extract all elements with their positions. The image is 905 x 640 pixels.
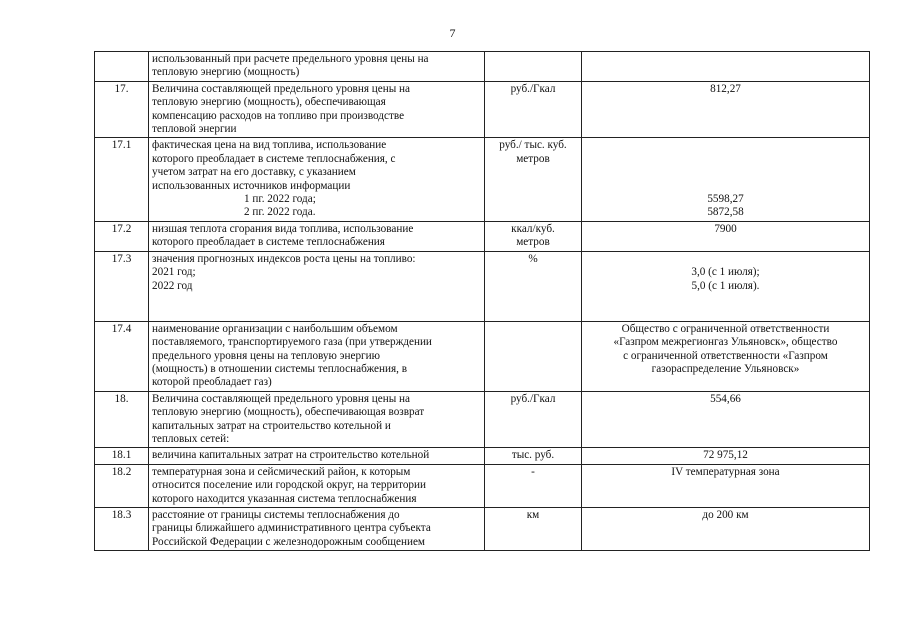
description-line: границы ближайшего административного центра субъекта — [152, 522, 431, 535]
value-line: с ограниченной ответственности «Газпром — [623, 349, 828, 362]
row-value — [582, 464, 870, 507]
table-row — [95, 81, 870, 138]
value-line: IV температурная зона — [671, 465, 780, 478]
description-line: использованных источников информации — [152, 179, 351, 192]
row-description — [149, 221, 485, 251]
unit-line: - — [531, 465, 535, 478]
table-row — [95, 52, 870, 82]
description-line: низшая теплота сгорания вида топлива, использование — [152, 222, 414, 235]
row-description — [149, 448, 485, 464]
row-unit — [485, 81, 582, 138]
row-number — [95, 52, 149, 82]
unit-line: тыс. руб. — [511, 449, 555, 462]
value-line: 7900 — [714, 222, 737, 235]
row-unit — [485, 391, 582, 448]
row-number: 17.1 — [95, 138, 149, 221]
value-line: 5872,58 — [707, 206, 744, 219]
description-line: значения прогнозных индексов роста цены на топливо: — [152, 252, 416, 265]
value-line — [585, 139, 866, 152]
value-line: Общество с ограниченной ответственности — [621, 322, 830, 335]
row-description — [149, 464, 485, 507]
row-value — [582, 391, 870, 448]
table-row — [95, 138, 870, 221]
page-number: 7 — [449, 26, 456, 40]
value-line — [585, 180, 866, 193]
unit-line: метров — [516, 236, 550, 249]
value-line: 72 975,12 — [703, 449, 748, 462]
value-line: 5,0 (с 1 июля). — [691, 279, 760, 292]
description-subline: 2 пг. 2022 года. — [244, 206, 316, 219]
description-line: тепловую энергию (мощность), обеспечивающая — [152, 96, 386, 109]
row-unit — [485, 448, 582, 464]
value-line: 3,0 (с 1 июля); — [691, 266, 760, 279]
description-line: которой преобладает газ) — [152, 376, 272, 389]
table-row — [95, 508, 870, 551]
unit-line: руб./Гкал — [510, 392, 556, 405]
description-line: тепловую энергию (мощность), обеспечивающая возврат — [152, 406, 425, 419]
unit-line: руб./Гкал — [510, 82, 556, 95]
description-line: тепловой энергии — [152, 123, 237, 136]
row-value — [582, 448, 870, 464]
row-unit — [485, 52, 582, 82]
row-number: 17.2 — [95, 221, 149, 251]
row-value — [582, 508, 870, 551]
row-description — [149, 321, 485, 391]
description-line: (мощность) в отношении системы теплоснабжения, в — [152, 362, 408, 375]
row-description — [149, 52, 485, 82]
row-unit — [485, 251, 582, 321]
table-row — [95, 464, 870, 507]
description-line: предельного уровня цены на тепловую энергию — [152, 349, 380, 362]
row-unit — [485, 508, 582, 551]
row-unit — [485, 464, 582, 507]
unit-line: % — [528, 252, 538, 265]
unit-line: руб./ тыс. куб. — [499, 139, 567, 152]
row-unit — [485, 138, 582, 221]
table-row — [95, 251, 870, 321]
row-number: 18.3 — [95, 508, 149, 551]
description-line — [152, 306, 481, 319]
row-description — [149, 81, 485, 138]
table-row — [95, 448, 870, 464]
value-line: 554,66 — [710, 392, 741, 405]
description-line: 2021 год; — [152, 266, 196, 279]
description-line: которого преобладает в системе теплоснабжения, с — [152, 152, 396, 165]
value-line: 812,27 — [710, 82, 741, 95]
unit-line: ккал/куб. — [511, 222, 555, 235]
row-number: 18. — [95, 391, 149, 448]
value-line: 5598,27 — [707, 193, 744, 206]
table-row — [95, 321, 870, 391]
description-line: поставляемого, транспортируемого газа (при утверждении — [152, 336, 432, 349]
row-number: 17.4 — [95, 321, 149, 391]
description-line: компенсацию расходов на топливо при производстве — [152, 109, 405, 122]
description-line: наименование организации с наибольшим объемом — [152, 322, 398, 335]
row-value — [582, 81, 870, 138]
row-number: 18.1 — [95, 448, 149, 464]
row-description — [149, 251, 485, 321]
row-value — [582, 52, 870, 82]
description-line: тепловых сетей: — [152, 432, 230, 445]
value-line: до 200 км — [702, 509, 749, 521]
row-unit — [485, 321, 582, 391]
description-line: тепловую энергию (мощность) — [152, 66, 300, 79]
row-number: 18.2 — [95, 464, 149, 507]
value-line — [585, 153, 866, 166]
tariff-table — [94, 51, 870, 551]
description-line: использованный при расчете предельного уровня цены на — [152, 53, 429, 65]
row-value — [582, 251, 870, 321]
value-line: газораспределение Ульяновск» — [651, 362, 800, 375]
row-value — [582, 138, 870, 221]
description-line: Величина составляющей предельного уровня цены на — [152, 82, 410, 95]
row-value — [582, 221, 870, 251]
value-line — [585, 166, 866, 179]
description-subline: 1 пг. 2022 года; — [244, 193, 316, 206]
description-line: Российской Федерации с железнодорожным сообщением — [152, 535, 425, 548]
description-line: 2022 год — [152, 279, 193, 292]
value-line: «Газпром межрегионгаз Ульяновск», общество — [613, 336, 838, 349]
unit-line: км — [526, 509, 540, 521]
description-line: которого преобладает в системе теплоснабжения — [152, 236, 385, 249]
description-line: относится поселение или городской округ, на территории — [152, 479, 426, 492]
row-unit — [485, 221, 582, 251]
row-description — [149, 508, 485, 551]
unit-line: метров — [516, 152, 550, 165]
description-line: фактическая цена на вид топлива, использование — [152, 139, 387, 152]
table-row — [95, 221, 870, 251]
description-line: температурная зона и сейсмический район, к которым — [152, 465, 411, 478]
row-description — [149, 138, 485, 221]
description-line: расстояние от границы системы теплоснабжения до — [152, 509, 400, 521]
description-line — [152, 293, 481, 306]
description-line: которого находится указанная система теплоснабжения — [152, 492, 417, 505]
row-number: 17. — [95, 81, 149, 138]
table-body — [95, 52, 870, 551]
description-line: капитальных затрат на строительство котельной и — [152, 419, 391, 432]
row-description — [149, 391, 485, 448]
table-row — [95, 391, 870, 448]
row-value — [582, 321, 870, 391]
description-line: величина капитальных затрат на строительство котельной — [152, 449, 430, 462]
description-line: учетом затрат на его доставку, с указанием — [152, 166, 356, 179]
description-line: Величина составляющей предельного уровня цены на — [152, 392, 410, 405]
row-number: 17.3 — [95, 251, 149, 321]
value-line — [585, 253, 866, 266]
